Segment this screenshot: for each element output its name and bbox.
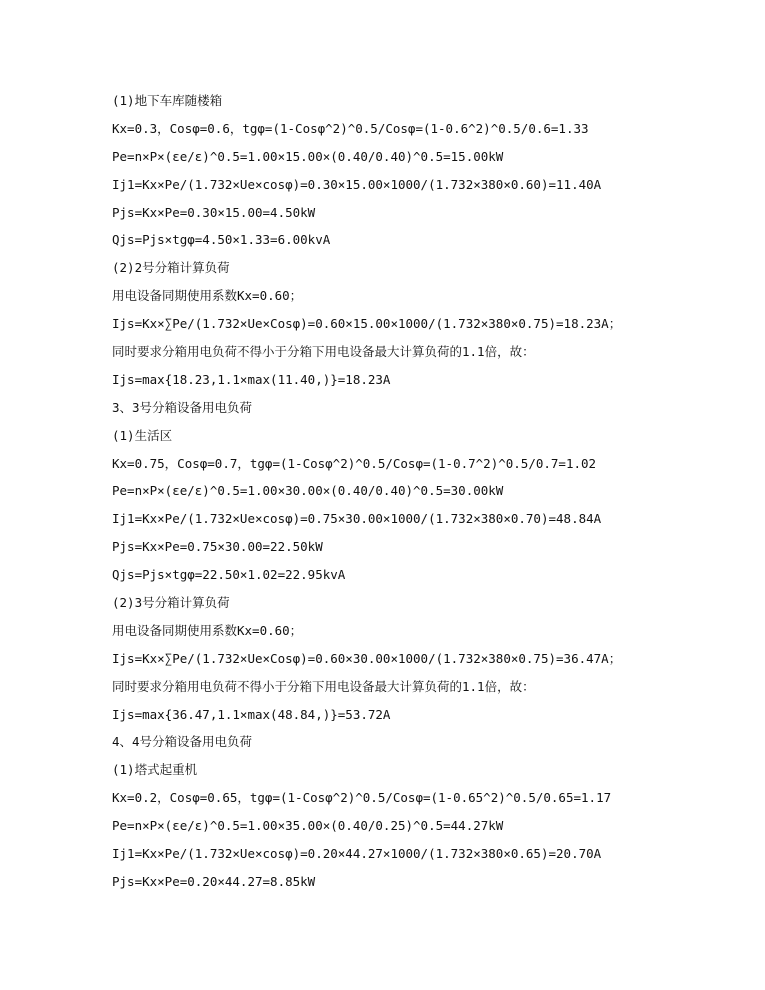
formula-line: Kx=0.2，Cosφ=0.65，tgφ=(1-Cosφ^2)^0.5/Cosφ=(1-0.65^2)^0.5/0.65=1.17 <box>112 790 612 806</box>
formula-line: Qjs=Pjs×tgφ=22.50×1.02=22.95kvA <box>112 567 346 583</box>
formula-line: Pjs=Kx×Pe=0.20×44.27=8.85kW <box>112 873 316 889</box>
text-line: 同时要求分箱用电负荷不得小于分箱下用电设备最大计算负荷的1.1倍，故： <box>112 678 535 694</box>
formula-line: Pjs=Kx×Pe=0.75×30.00=22.50kW <box>112 539 323 555</box>
section-heading: (2)2号分箱计算负荷 <box>112 260 230 276</box>
formula-line: Qjs=Pjs×tgφ=4.50×1.33=6.00kvA <box>112 232 331 248</box>
section-heading: (1)地下车库随楼箱 <box>112 93 223 108</box>
formula-line: Pjs=Kx×Pe=0.30×15.00=4.50kW <box>112 204 316 220</box>
formula-line: Ijs=max{36.47,1.1×max(48.84,)}=53.72A <box>112 706 391 722</box>
section-heading: (1)塔式起重机 <box>112 762 198 778</box>
formula-line: Kx=0.3，Cosφ=0.6，tgφ=(1-Cosφ^2)^0.5/Cosφ=(1-0.6^2)^0.5/0.6=1.33 <box>112 120 589 136</box>
section-heading: 3、3号分箱设备用电负荷 <box>112 399 253 415</box>
text-line: 用电设备同期使用系数Kx=0.60； <box>112 288 303 304</box>
formula-line: Pe=n×P×(εe/ε)^0.5=1.00×15.00×(0.40/0.40)^0.5=15.00kW <box>112 148 504 164</box>
text-line: 同时要求分箱用电负荷不得小于分箱下用电设备最大计算负荷的1.1倍，故： <box>112 344 535 360</box>
formula-line: Ij1=Kx×Pe/(1.732×Ue×cosφ)=0.75×30.00×1000/(1.732×380×0.70)=48.84A <box>112 511 602 527</box>
formula-line: Pe=n×P×(εe/ε)^0.5=1.00×30.00×(0.40/0.40)^0.5=30.00kW <box>112 483 504 499</box>
formula-line: Kx=0.75，Cosφ=0.7，tgφ=(1-Cosφ^2)^0.5/Cosφ=(1-0.7^2)^0.5/0.7=1.02 <box>112 455 597 471</box>
document-body <box>112 87 732 896</box>
formula-line: Ijs=Kx×∑Pe/(1.732×Ue×Cosφ)=0.60×15.00×1000/(1.732×380×0.75)=18.23A； <box>112 316 622 332</box>
section-heading: (2)3号分箱计算负荷 <box>112 595 230 611</box>
formula-line: Ijs=max{18.23,1.1×max(11.40,)}=18.23A <box>112 371 391 387</box>
section-heading: 4、4号分箱设备用电负荷 <box>112 734 253 750</box>
formula-line: Ijs=Kx×∑Pe/(1.732×Ue×Cosφ)=0.60×30.00×1000/(1.732×380×0.75)=36.47A； <box>112 650 622 666</box>
formula-line: Ij1=Kx×Pe/(1.732×Ue×cosφ)=0.20×44.27×1000/(1.732×380×0.65)=20.70A <box>112 846 602 862</box>
formula-line: Ij1=Kx×Pe/(1.732×Ue×cosφ)=0.30×15.00×1000/(1.732×380×0.60)=11.40A <box>112 176 602 192</box>
text-line: 用电设备同期使用系数Kx=0.60； <box>112 622 303 638</box>
section-heading: (1)生活区 <box>112 427 173 443</box>
formula-line: Pe=n×P×(εe/ε)^0.5=1.00×35.00×(0.40/0.25)^0.5=44.27kW <box>112 818 504 834</box>
